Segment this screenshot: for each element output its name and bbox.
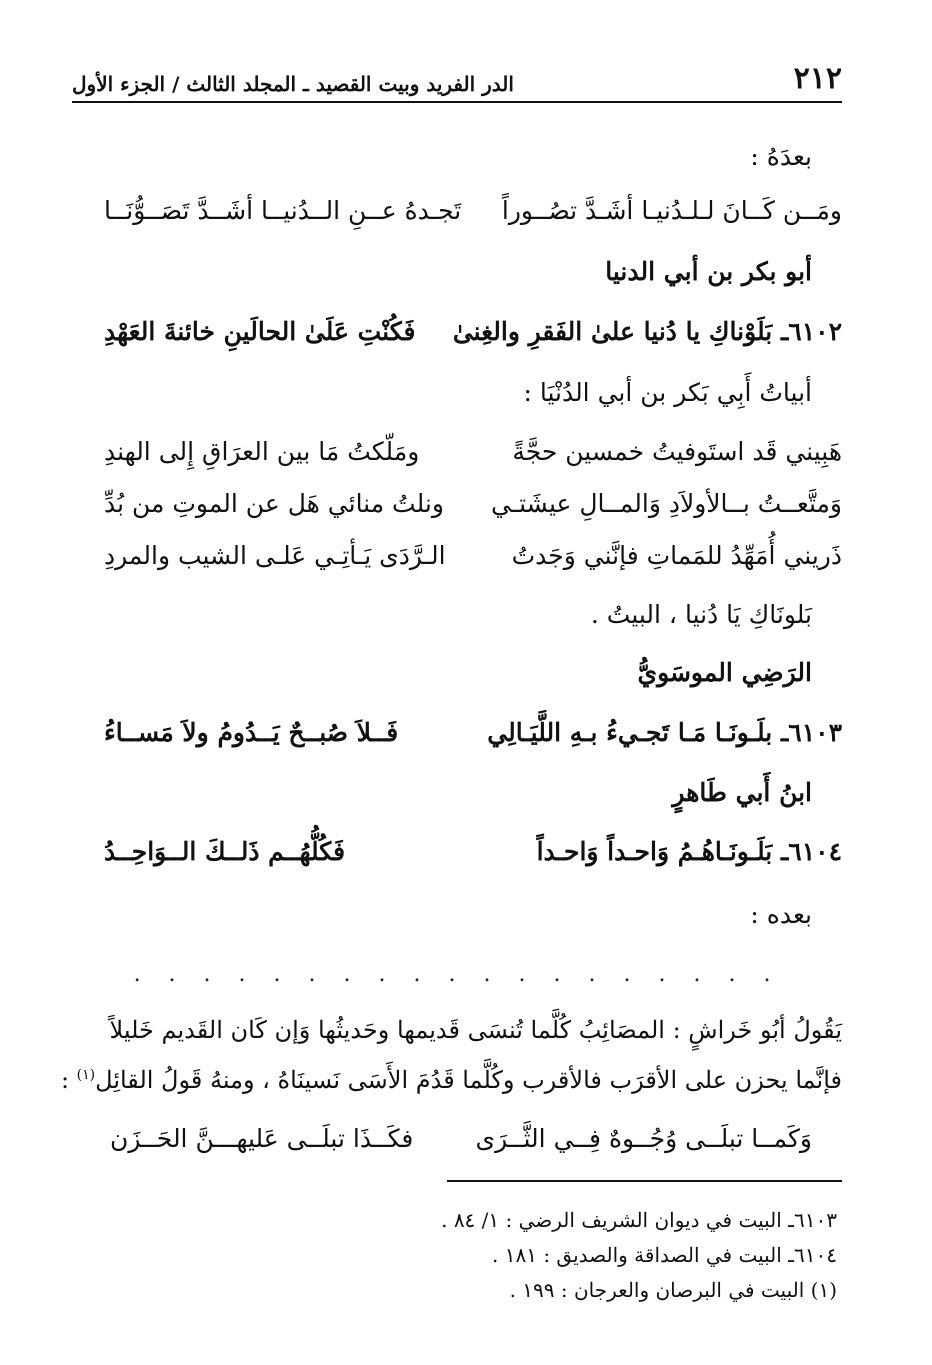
intro-text: بَلونَاكِ يَا دُنيا ، البيتُ . <box>590 600 812 629</box>
verse-line <box>110 1124 812 1153</box>
verse-hemistich-second: تَجـدهُ عــنِ الــدُنيــا أشَــدَّ تَصَــوُّنَــا <box>104 196 462 225</box>
verse-hemistich-first: ٦١٠٢ـ بَلَوْناكِ يا دُنيا علىٰ الفَقرِ والغِنىٰ <box>452 317 842 346</box>
verse-hemistich-second: ومَلّكتُ مَا بين العرَاقِ إِلى الهندِ <box>104 437 420 466</box>
verse-line <box>104 196 842 225</box>
poet-name: ابنُ أَبي طَاهرٍ <box>672 778 812 807</box>
footnote-rule <box>447 1180 842 1182</box>
footnote: (١) البيت في البرصان والعرجان : ١٩٩ . <box>509 1278 837 1302</box>
intro-text: بعده : <box>750 900 812 929</box>
verse-hemistich-first: ومَــن كَــانَ لـلـدُنيـا أشَـدَّ تصُــوراً <box>501 196 842 225</box>
verse-hemistich-first: وَمتَّعــتُ بــالأولاَدِ وَالمــالِ عيشَتـي <box>490 489 842 518</box>
verse-hemistich-second: فَكُلُّهُــم ذَلــكَ الــوَاحِــدُ <box>104 837 346 866</box>
footnote: ٦١٠٣ـ البيت في ديوان الشريف الرضي : ١/ ٨٤ . <box>441 1208 837 1232</box>
verse-hemistich-first: ٦١٠٤ـ بَلَـونَـاهُـمُ وَاحـداً وَاحـداً <box>536 837 842 866</box>
verse-hemistich-first: وَكَمــا تبلَــى وُجُــوهٌ فِــي الثَّــرَى <box>475 1124 812 1153</box>
page-number: ٢١٢ <box>793 61 842 96</box>
prose-text: فإنَّما يحزن على الأقرَب فالأقرب وكُلَّما قَدُمَ الأَسَى نَسينَاهُ ، ومنهُ قَولُ القائِل <box>95 1066 842 1094</box>
intro-text: أبياتُ أَبِي بَكر بن أبي الدُنْيَا : <box>523 378 812 407</box>
footnote-ref: (١) <box>76 1067 96 1083</box>
prose-colon: : <box>60 1066 70 1094</box>
intro-text: بعدَهُ : <box>750 142 812 171</box>
prose-line: يَقُولُ أبُو خَراشٍ : المصَائِبُ كُلَّما تُنسَى قَديمها وحَديثُها وَإن كَان القَديم خَليلاً <box>109 1016 842 1044</box>
verse-hemistich-second: ونلتُ منائي هَل عن الموتِ من بُدِّ <box>104 489 444 518</box>
verse-line <box>104 541 842 570</box>
poet-name: أبو بكر بن أبي الدنيا <box>605 257 812 286</box>
verse-hemistich-second: فَــلاَ صُبــحٌ يَــدُومُ ولاَ مَســاءُ <box>104 718 399 747</box>
verse-line <box>104 489 842 518</box>
footnote: ٦١٠٤ـ البيت في الصداقة والصديق : ١٨١ . <box>492 1243 837 1267</box>
verse-line <box>104 437 842 466</box>
numbered-verse <box>104 317 842 346</box>
poet-name: الرَضِي الموسَويُّ <box>637 658 812 687</box>
verse-hemistich-first: ٦١٠٣ـ بلَـونَـا مَـا تَجـيءُ بـهِ اللَّيَـالِي <box>487 718 842 747</box>
numbered-verse <box>104 837 842 866</box>
numbered-verse <box>104 718 842 747</box>
verse-hemistich-first: ذَريني أُمَهِّدُ للمَماتِ فإنَّني وَجَدتُ <box>511 541 842 570</box>
verse-hemistich-second: الـرَّدَى يَـأتِـي عَلـى الشيب والمردِ <box>104 541 446 570</box>
running-title: الدر الفريد وبيت القصيد ـ المجلد الثالث / الجزء الأول <box>72 72 514 96</box>
verse-hemistich-second: فكَــذَا تبلَــى عَليهـــنَّ الحَــزَن <box>110 1124 414 1153</box>
ellipsis-dots: ................... <box>133 962 799 987</box>
page-header <box>72 56 842 96</box>
verse-hemistich-first: هَبِيني قَد استَوفيتُ خمسين حجَّةً <box>512 437 842 466</box>
prose-line <box>60 1066 842 1094</box>
verse-hemistich-second: فَكُنْتِ عَلَىٰ الحالَينِ خائنةَ العَهْدِ <box>104 317 416 346</box>
header-rule <box>72 101 842 103</box>
